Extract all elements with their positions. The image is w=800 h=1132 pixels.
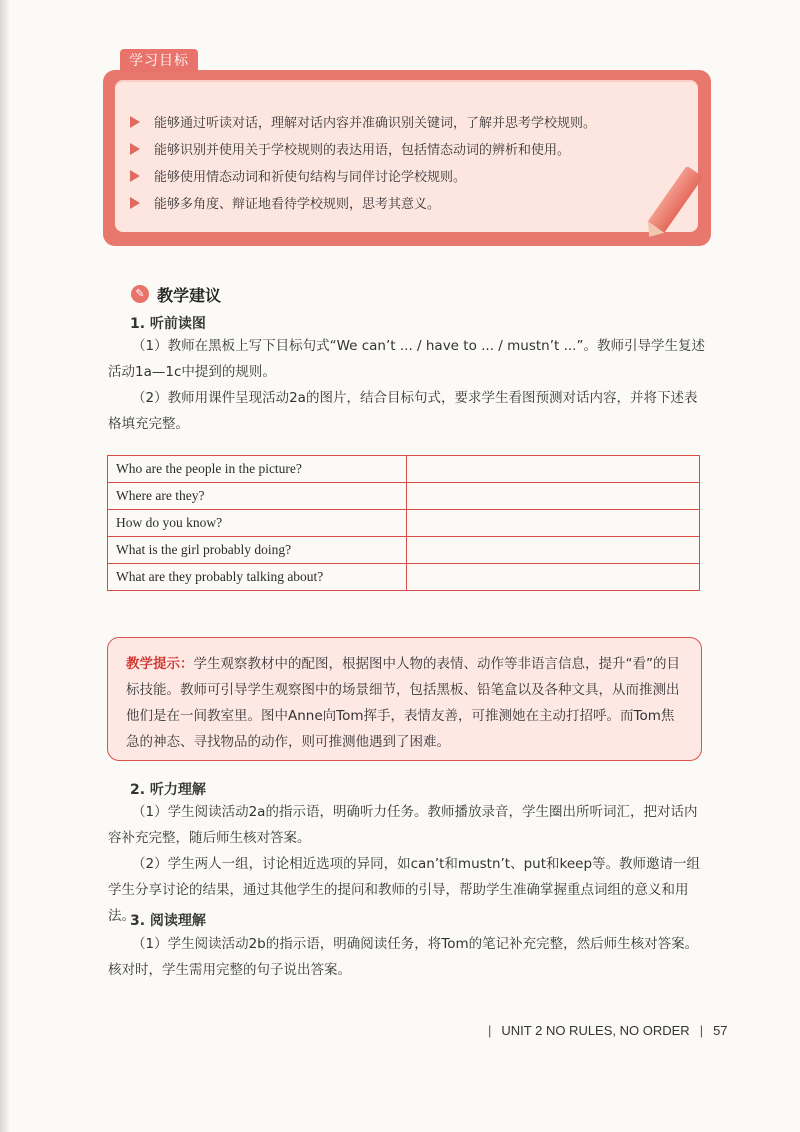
page-footer: | UNIT 2 NO RULES, NO ORDER | 57	[488, 1023, 728, 1038]
bullet-arrow-icon	[130, 170, 140, 182]
table-row: What is the girl probably doing?	[108, 537, 700, 564]
answer-cell[interactable]	[407, 456, 700, 483]
bullet-arrow-icon	[130, 143, 140, 155]
goals-tab: 学习目标	[120, 49, 198, 73]
subsection-title-2: 2. 听力理解	[130, 782, 206, 798]
paragraph-2-1: （1）学生阅读活动2a的指示语，明确听力任务。教师播放录音，学生圈出所听词汇，把对话内容补充完整，随后师生核对答案。	[108, 804, 698, 846]
page-gutter	[0, 0, 10, 1132]
answer-cell[interactable]	[407, 537, 700, 564]
subsection-title-3: 3. 阅读理解	[130, 913, 206, 929]
answer-cell[interactable]	[407, 510, 700, 537]
table-row: What are they probably talking about?	[108, 564, 700, 591]
answer-cell[interactable]	[407, 483, 700, 510]
paragraph-1-1: （1）教师在黑板上写下目标句式“We can’t ... / have to ... / mustn’t ...”。教师引导学生复述活动1a—1c中提到的规则。	[108, 338, 705, 380]
table-row: Where are they?	[108, 483, 700, 510]
chat-icon: ✎	[131, 285, 149, 303]
bullet-arrow-icon	[130, 197, 140, 209]
table-row: Who are the people in the picture?	[108, 456, 700, 483]
tip-label: 教学提示：	[126, 656, 194, 672]
subsection-title-1: 1. 听前读图	[130, 316, 206, 332]
bullet-arrow-icon	[130, 116, 140, 128]
tip-text: 教学提示：学生观察教材中的配图，根据图中人物的表情、动作等非语言信息，提升“看”的目标技能。教师可引导学生观察图中的场景细节，包括黑板、铅笔盒以及各种文具，从而推测出他们是在一间教室里。图中Anne向Tom挥手，表情友善，可推测她在主动打招呼。而Tom焦急的神态、寻找物品的动作，则可推测他遇到了困难。	[126, 656, 680, 750]
goal-item: 能够识别并使用关于学校规则的表达用语，包括情态动词的辨析和使用。	[130, 135, 596, 162]
unit-title: UNIT 2 NO RULES, NO ORDER	[501, 1023, 690, 1038]
section-title: 教学建议	[157, 286, 222, 305]
paragraph-2-2: （2）学生两人一组，讨论相近选项的异同，如can’t和mustn’t、put和keep等。教师邀请一组学生分享讨论的结果，通过其他学生的提问和教师的引导，帮助学生准确掌握重点词组的意义和用法。	[108, 856, 701, 924]
paragraph-3-1: （1）学生阅读活动2b的指示语，明确阅读任务，将Tom的笔记补充完整，然后师生核对答案。核对时，学生需用完整的句子说出答案。	[108, 936, 699, 978]
answer-cell[interactable]	[407, 564, 700, 591]
goal-item: 能够使用情态动词和祈使句结构与同伴讨论学校规则。	[130, 162, 596, 189]
paragraph-1-2: （2）教师用课件呈现活动2a的图片，结合目标句式，要求学生看图预测对话内容，并将下述表格填充完整。	[108, 390, 698, 432]
goal-item: 能够多角度、辩证地看待学校规则，思考其意义。	[130, 189, 596, 216]
table-row: How do you know?	[108, 510, 700, 537]
prediction-table	[107, 455, 700, 591]
goals-list	[130, 108, 596, 216]
goal-item: 能够通过听读对话，理解对话内容并准确识别关键词，了解并思考学校规则。	[130, 108, 596, 135]
page-number: 57	[713, 1023, 728, 1038]
